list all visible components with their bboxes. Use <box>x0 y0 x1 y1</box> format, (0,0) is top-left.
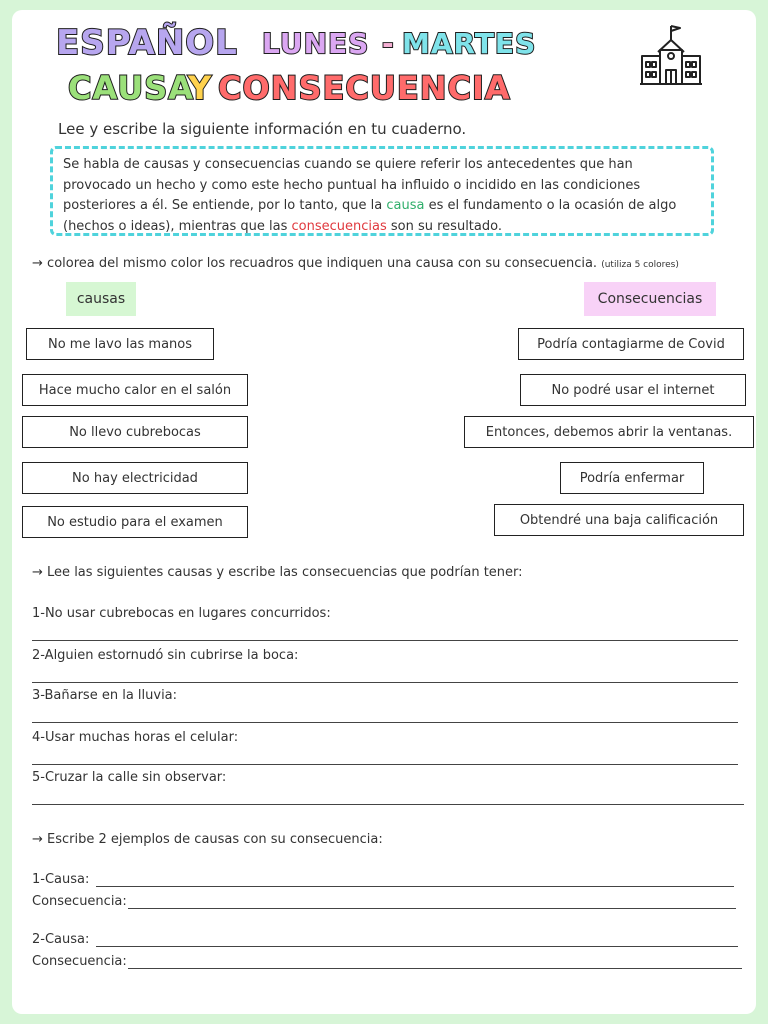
question-item: 2-Alguien estornudó sin cubrirse la boca: <box>32 648 299 663</box>
example2-causa-label: 2-Causa: <box>32 932 90 947</box>
consecuencia-card[interactable]: Obtendré una baja calificación <box>494 504 744 536</box>
question-item: 5-Cruzar la calle sin observar: <box>32 770 227 785</box>
worksheet-page <box>12 10 756 1014</box>
info-causa-word: causa <box>386 198 425 213</box>
answer-line[interactable] <box>32 804 744 805</box>
consecuencia-card[interactable]: No podré usar el internet <box>520 374 746 406</box>
consecuencia-card[interactable]: Podría contagiarme de Covid <box>518 328 744 360</box>
example2-causa-line[interactable] <box>96 946 738 947</box>
example2-consecuencia-label: Consecuencia: <box>32 954 127 969</box>
title-dash: - <box>382 27 395 60</box>
arrow-icon: → <box>32 256 43 271</box>
activity1-instruction <box>32 256 679 271</box>
example1-causa-label: 1-Causa: <box>32 872 90 887</box>
question-item: 3-Bañarse en la lluvia: <box>32 688 178 703</box>
activity1-text: colorea del mismo color los recuadros que indiquen una causa con su consecuencia. <box>47 256 598 271</box>
arrow-icon: → <box>32 565 43 580</box>
intro-instruction: Lee y escribe la siguiente información en tu cuaderno. <box>58 120 467 138</box>
consecuencia-card[interactable]: Entonces, debemos abrir la ventanas. <box>464 416 754 448</box>
answer-line[interactable] <box>32 764 738 765</box>
answer-line[interactable] <box>32 682 738 683</box>
info-text-part2: es el fundamento o la ocasión de algo (hechos o ideas), mientras que las <box>63 198 677 234</box>
example1-causa-line[interactable] <box>96 886 734 887</box>
title-y: Y <box>188 69 213 107</box>
activity3-text: Escribe 2 ejemplos de causas con su consecuencia: <box>47 832 383 847</box>
info-box <box>50 146 714 236</box>
causas-header: causas <box>66 282 136 316</box>
school-building-icon <box>634 20 708 94</box>
title-causa: CAUSA <box>68 69 195 107</box>
example1-consecuencia-line[interactable] <box>128 908 736 909</box>
causa-card[interactable]: No hay electricidad <box>22 462 248 494</box>
title-consecuencia: CONSECUENCIA <box>218 69 511 107</box>
info-consecuencias-word: consecuencias <box>291 218 387 234</box>
activity2-text: Lee las siguientes causas y escribe las consecuencias que podrían tener: <box>47 565 523 580</box>
causa-card[interactable]: No estudio para el examen <box>22 506 248 538</box>
title-subject: ESPAÑOL <box>56 23 238 63</box>
info-text-part1: Se habla de causas y consecuencias cuando se quiere referir los antecedentes que han provocado un hecho y como este hecho puntual ha influido o incidido en las condiciones posteriores a él. Se entiende, por lo tanto, que la <box>63 157 641 213</box>
causa-card[interactable]: No llevo cubrebocas <box>22 416 248 448</box>
activity2-instruction <box>32 565 523 580</box>
consecuencia-card[interactable]: Podría enfermar <box>560 462 704 494</box>
question-item: 1-No usar cubrebocas en lugares concurridos: <box>32 606 331 621</box>
answer-line[interactable] <box>32 722 738 723</box>
info-text-part3: son su resultado. <box>386 218 502 234</box>
arrow-icon: → <box>32 832 43 847</box>
answer-line[interactable] <box>32 640 738 641</box>
title-day-martes: MARTES <box>402 27 537 60</box>
causa-card[interactable]: No me lavo las manos <box>26 328 214 360</box>
causa-card[interactable]: Hace mucho calor en el salón <box>22 374 248 406</box>
title-day-lunes: LUNES <box>262 27 370 60</box>
activity1-note: (utiliza 5 colores) <box>601 260 679 270</box>
example2-consecuencia-line[interactable] <box>128 968 742 969</box>
consecuencias-header: Consecuencias <box>584 282 716 316</box>
activity3-instruction <box>32 832 383 847</box>
example1-consecuencia-label: Consecuencia: <box>32 894 127 909</box>
question-item: 4-Usar muchas horas el celular: <box>32 730 239 745</box>
